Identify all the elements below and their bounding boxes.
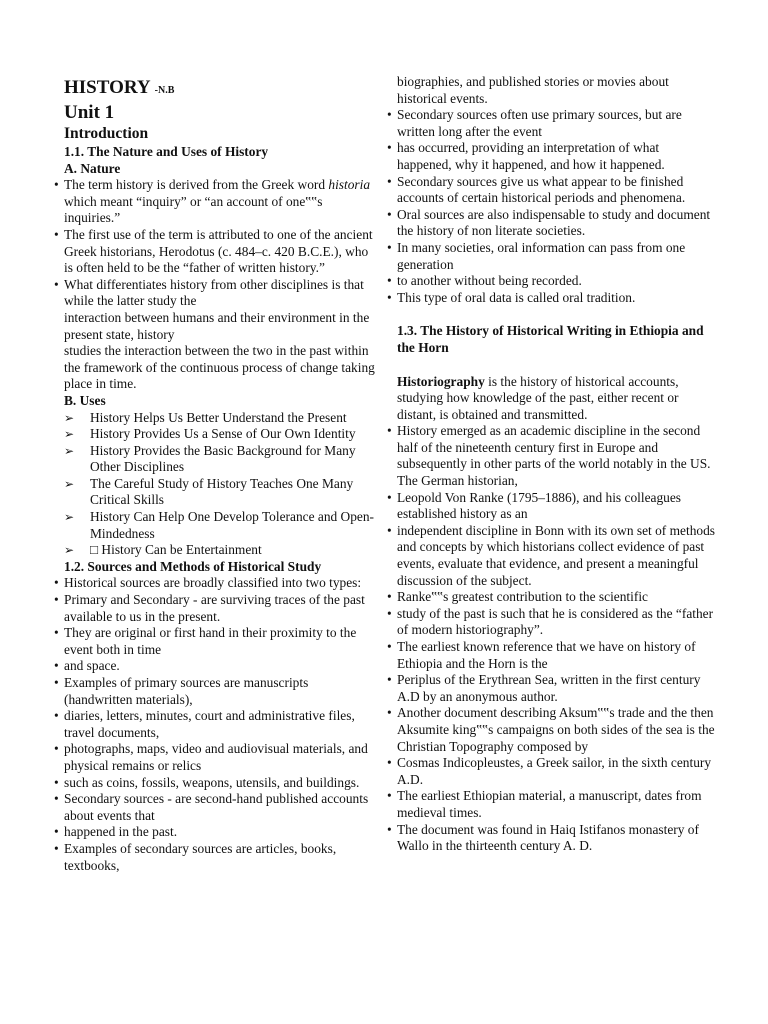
uses-list xyxy=(64,410,376,559)
list-item: • In many societies, oral information can pass from one generation xyxy=(397,240,715,273)
list-item: • study of the past is such that he is considered as the “father of modern historiography”. xyxy=(397,606,715,639)
historiography-list xyxy=(397,423,715,854)
document-title: HISTORY -N.B xyxy=(64,77,175,98)
list-item: • What differentiates history from other disciplines is that while the latter study the interaction between humans and their environment in the present state, history studies the interaction between the two in the past within the framework of the continuous process of change taking place in time. xyxy=(64,277,376,393)
list-item: • independent discipline in Bonn with its own set of methods and concepts by which historians collect evidence of past events, evaluate that evidence, and present a meaningful discussion of the subject. xyxy=(397,523,715,589)
arrow-list-item: ➢ History Helps Us Better Understand the Present xyxy=(64,410,376,427)
continued-text: biographies, and published stories or movies about historical events. xyxy=(397,74,669,106)
section-1-1-heading: 1.1. The Nature and Uses of History xyxy=(64,144,269,159)
list-item: • Cosmas Indicopleustes, a Greek sailor, in the sixth century A.D. xyxy=(397,755,715,788)
historiography-paragraph: Historiography is the history of historical accounts, studying how knowledge of the past, either recent or distant, is obtained and transmitted. xyxy=(397,373,679,422)
list-item: • Secondary sources - are second-hand published accounts about events that xyxy=(64,791,376,824)
unit-heading: Unit 1 xyxy=(64,102,115,123)
list-item: • Another document describing Aksum‟‟s trade and the then Aksumite king‟‟s campaigns on both sides of the sea is the Christian Topography composed by xyxy=(397,705,715,755)
spacer xyxy=(397,306,715,323)
list-item: • Oral sources are also indispensable to study and document the history of non literate societies. xyxy=(397,207,715,240)
list-item: • to another without being recorded. xyxy=(397,273,715,290)
arrow-list-item: ➢ The Careful Study of History Teaches One Many Critical Skills xyxy=(64,476,376,509)
historiography-term: Historiography xyxy=(397,373,485,389)
list-item: • The earliest Ethiopian material, a manuscript, dates from medieval times. xyxy=(397,788,715,821)
introduction-heading: Introduction xyxy=(64,125,149,142)
list-item: • Examples of primary sources are manuscripts (handwritten materials), xyxy=(64,675,376,708)
list-item: • Secondary sources give us what appear to be finished accounts of certain historical periods and phenomena. xyxy=(397,174,715,207)
list-item: • The document was found in Haiq Istifanos monastery of Wallo in the thirteenth century A. D. xyxy=(397,822,715,855)
list-item: • happened in the past. xyxy=(64,824,376,841)
list-item: • Ranke‟‟s greatest contribution to the scientific xyxy=(397,589,715,606)
arrow-list-item: ➢ □ History Can be Entertainment xyxy=(64,542,376,559)
list-item: • Historical sources are broadly classified into two types: xyxy=(64,575,376,592)
list-item: • diaries, letters, minutes, court and administrative files, travel documents, xyxy=(64,708,376,741)
list-item: • photographs, maps, video and audiovisual materials, and physical remains or relics xyxy=(64,741,376,774)
list-item: • The term history is derived from the Greek word historia which meant “inquiry” or “an account of one‟‟s inquiries.” xyxy=(64,177,376,227)
arrow-list-item: ➢ History Can Help One Develop Tolerance and Open-Mindedness xyxy=(64,509,376,542)
list-item: • Primary and Secondary - are surviving traces of the past available to us in the present. xyxy=(64,592,376,625)
sources-list xyxy=(64,575,376,874)
nature-list xyxy=(64,177,376,393)
section-1-3-heading: 1.3. The History of Historical Writing in Ethiopia and the Horn xyxy=(397,323,704,355)
list-item: • History emerged as an academic discipline in the second half of the nineteenth century first in Europe and subsequently in other parts of the world notably in the US. The German historian, xyxy=(397,423,715,489)
list-item: • The first use of the term is attributed to one of the ancient Greek historians, Herodotus (c. 484–c. 420 B.C.E.), who is often held to be the “father of written history.” xyxy=(64,227,376,277)
list-item: • The earliest known reference that we have on history of Ethiopia and the Horn is the xyxy=(397,639,715,672)
list-item: • Periplus of the Erythrean Sea, written in the first century A.D by an anonymous author. xyxy=(397,672,715,705)
list-item: • such as coins, fossils, weapons, utensils, and buildings. xyxy=(64,775,376,792)
list-item: • Secondary sources often use primary sources, but are written long after the event xyxy=(397,107,715,140)
list-item: • Examples of secondary sources are articles, books, textbooks, xyxy=(64,841,376,874)
secondary-sources-list xyxy=(397,107,715,306)
nature-heading: A. Nature xyxy=(64,160,121,176)
right-column xyxy=(397,0,715,855)
spacer xyxy=(397,357,715,374)
list-item: • has occurred, providing an interpretation of what happened, why it happened, and how it happened. xyxy=(397,140,715,173)
left-column xyxy=(64,0,376,874)
section-1-2-heading: 1.2. Sources and Methods of Historical Study xyxy=(64,558,322,574)
list-item: • This type of oral data is called oral tradition. xyxy=(397,290,715,307)
list-item: • Leopold Von Ranke (1795–1886), and his colleagues established history as an xyxy=(397,490,715,523)
arrow-list-item: ➢ History Provides Us a Sense of Our Own Identity xyxy=(64,426,376,443)
author-initials: -N.B xyxy=(154,85,175,96)
list-item: • They are original or first hand in their proximity to the event both in time xyxy=(64,625,376,658)
list-item: • and space. xyxy=(64,658,376,675)
arrow-list-item: ➢ History Provides the Basic Background for Many Other Disciplines xyxy=(64,443,376,476)
uses-heading: B. Uses xyxy=(64,392,106,408)
